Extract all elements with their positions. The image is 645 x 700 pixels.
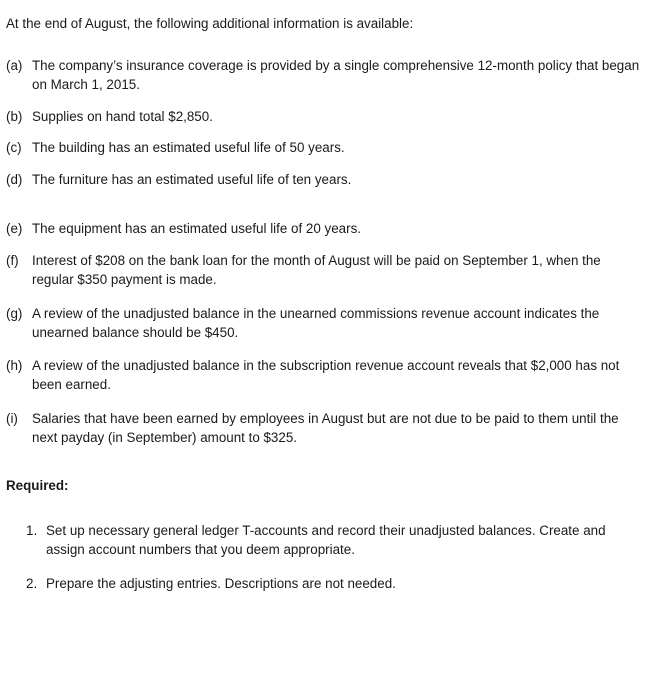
required-number: 1. [26, 523, 38, 538]
required-text: Set up necessary general ledger T-accounts and record their unadjusted balances. Create and assign account numbers that you deem appropriate. [46, 523, 606, 557]
item-text: The furniture has an estimated useful life of ten years. [32, 172, 352, 187]
item-marker: (b) [6, 109, 23, 124]
required-heading: Required: [6, 478, 69, 493]
list-item [6, 356, 640, 394]
item-marker: (c) [6, 140, 22, 155]
list-item [6, 170, 640, 189]
item-marker: (e) [6, 221, 23, 236]
list-item [6, 138, 640, 157]
list-item [6, 107, 640, 126]
required-text: Prepare the adjusting entries. Descriptions are not needed. [46, 576, 396, 591]
item-marker: (d) [6, 172, 23, 187]
item-marker: (i) [6, 411, 18, 426]
item-text: The building has an estimated useful life of 50 years. [32, 140, 345, 155]
item-text: The equipment has an estimated useful life of 20 years. [32, 221, 362, 236]
item-marker: (a) [6, 58, 23, 73]
required-item [26, 574, 640, 593]
intro-text: At the end of August, the following additional information is available: [6, 16, 414, 31]
list-item [6, 56, 640, 94]
item-marker: (f) [6, 253, 19, 268]
item-marker: (h) [6, 358, 23, 373]
list-item [6, 409, 640, 447]
item-text: Interest of $208 on the bank loan for the month of August will be paid on September 1, when the regular $350 payment is made. [32, 253, 601, 287]
list-item [6, 304, 640, 342]
item-text: A review of the unadjusted balance in the subscription revenue account reveals that $2,000 has not been earned. [32, 358, 620, 392]
list-item [6, 219, 640, 238]
item-text: A review of the unadjusted balance in the unearned commissions revenue account indicates the unearned balance should be $450. [32, 306, 600, 340]
item-text: The company’s insurance coverage is provided by a single comprehensive 12-month policy that began on March 1, 2015. [32, 58, 640, 92]
required-number: 2. [26, 576, 38, 591]
required-item [26, 521, 640, 559]
item-marker: (g) [6, 306, 23, 321]
item-text: Salaries that have been earned by employees in August but are not due to be paid to them until the next payday (in September) amount to $325. [32, 411, 619, 445]
item-text: Supplies on hand total $2,850. [32, 109, 213, 124]
list-item [6, 251, 640, 289]
